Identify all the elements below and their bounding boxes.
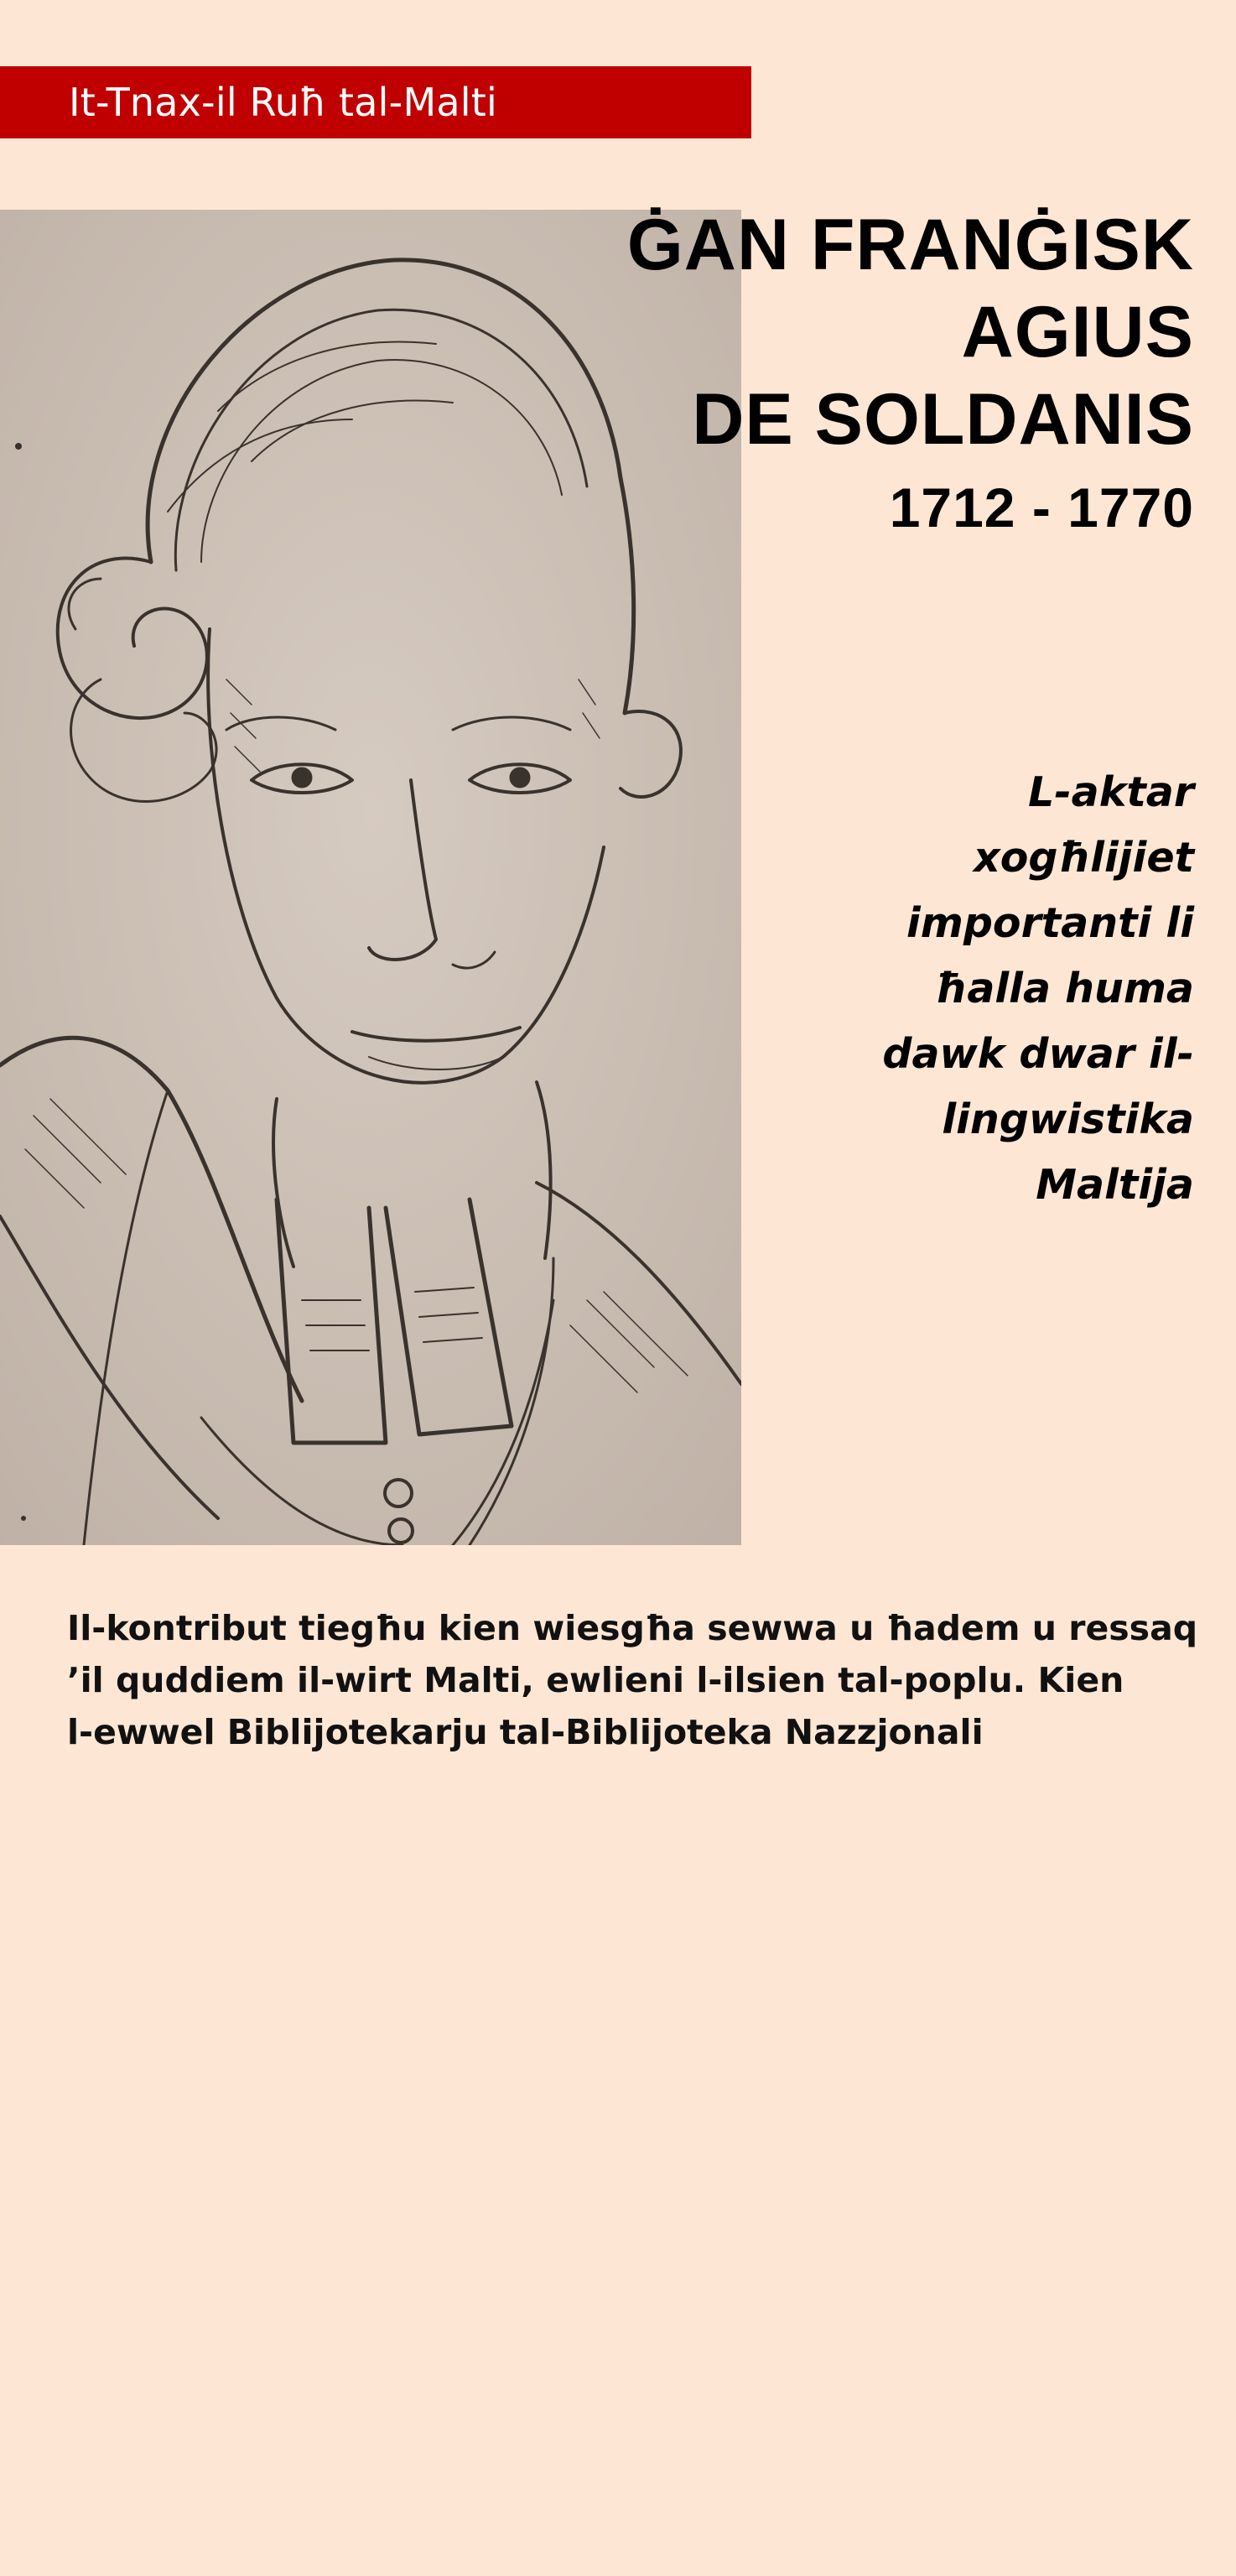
tagline xyxy=(758,760,1194,1218)
series-banner xyxy=(0,66,751,138)
tagline-line-6: lingwistika xyxy=(942,1095,1194,1143)
tagline-line-1: L-aktar xyxy=(1028,768,1194,816)
body-paragraph xyxy=(67,1602,1198,1758)
tagline-line-5: dawk dwar il- xyxy=(882,1030,1194,1078)
title-line-2: AGIUS xyxy=(961,292,1194,372)
series-banner-text: It-Tnax-il Ruħ tal-Malti xyxy=(69,80,497,125)
title-line-1: ĠAN FRANĠISK xyxy=(626,205,1194,285)
tagline-line-2: xogħlijiet xyxy=(974,834,1194,882)
title-years: 1712 - 1770 xyxy=(889,476,1194,539)
body-line-3: l-ewwel Biblijotekarju tal-Biblijoteka Nazzjonali xyxy=(67,1712,984,1752)
tagline-line-7: Maltija xyxy=(1036,1161,1194,1209)
tagline-line-4: ħalla huma xyxy=(934,965,1194,1012)
title-line-3: DE SOLDANIS xyxy=(692,379,1194,460)
page-title xyxy=(439,201,1194,545)
tagline-line-3: importanti li xyxy=(906,899,1194,947)
body-line-1: Il-kontribut tiegħu kien wiesgħa sewwa u ħadem u ressaq xyxy=(67,1608,1198,1648)
body-line-2: ’il quddiem il-wirt Malti, ewlieni l-ilsien tal-poplu. Kien xyxy=(67,1660,1124,1700)
